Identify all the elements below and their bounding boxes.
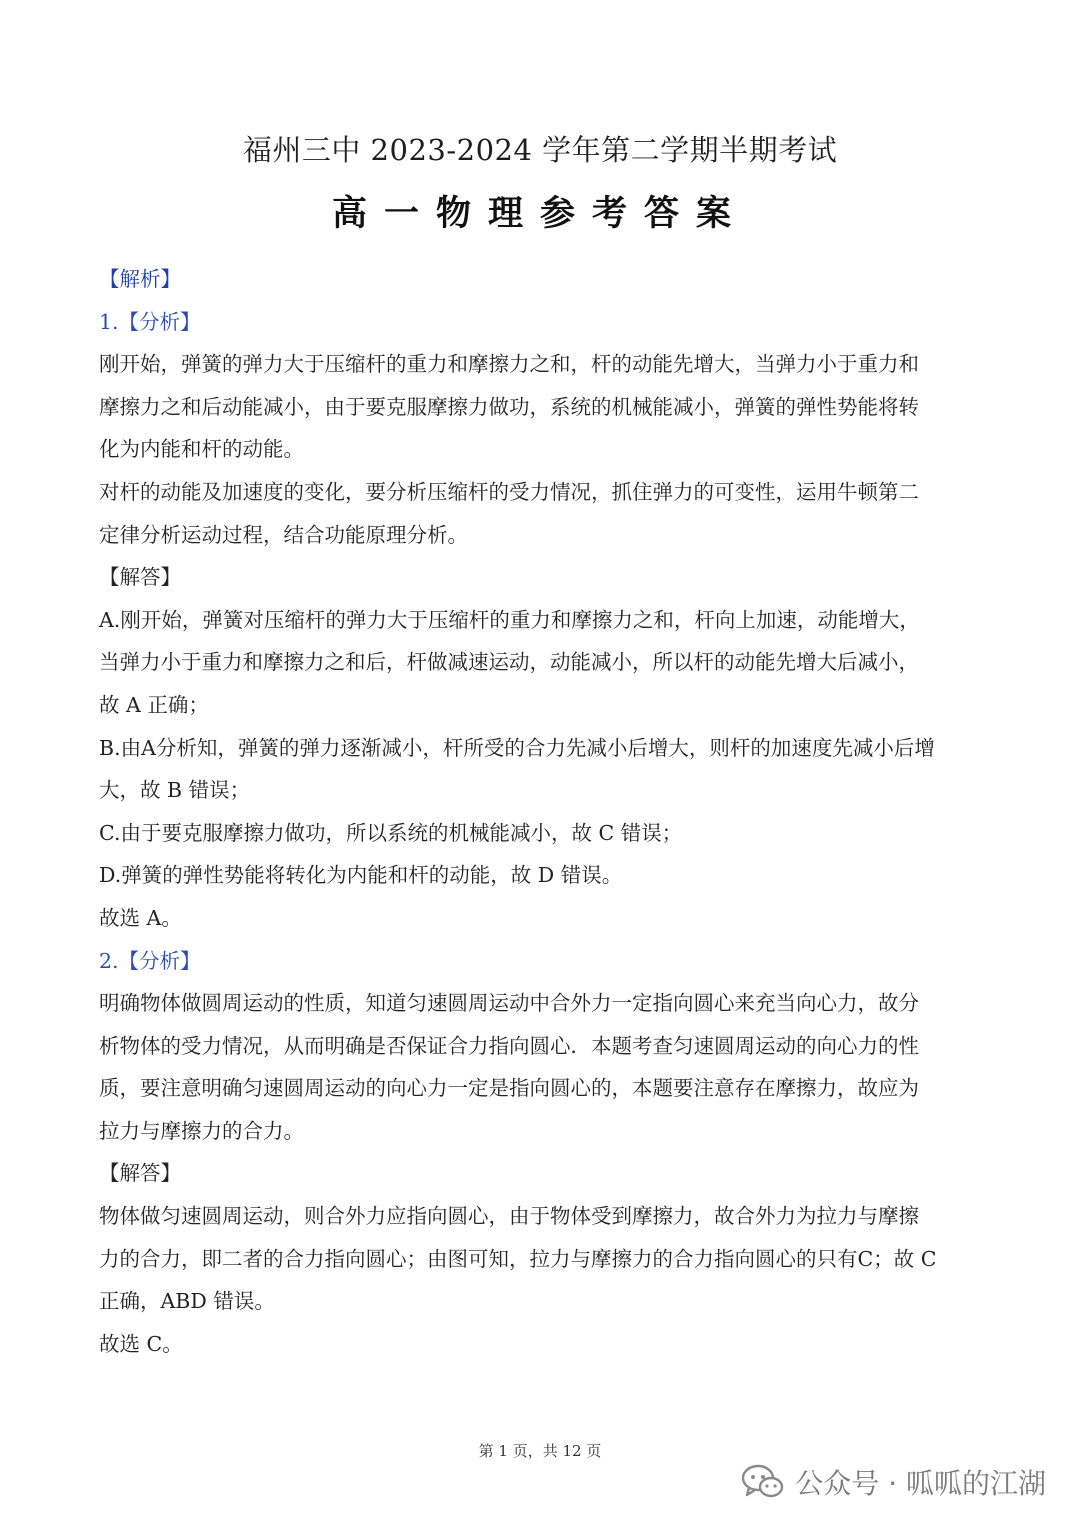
- text-line: 正确，ABD 错误。: [99, 1289, 275, 1314]
- text-line: 质，要注意明确匀速圆周运动的向心力一定是指向圆心的，本题要注意存在摩擦力，故应为: [99, 1076, 919, 1101]
- text-line: 摩擦力之和后动能减小，由于要克服摩擦力做功，系统的机械能减小，弹簧的弹性势能将转: [99, 394, 919, 419]
- text-line: 1.【分析】: [99, 309, 201, 334]
- text-line: 对杆的动能及加速度的变化，要分析压缩杆的受力情况，抓住弹力的可变性，运用牛顿第二: [99, 479, 919, 504]
- text-line: 2.【分析】: [99, 948, 201, 973]
- wechat-icon: [741, 1462, 785, 1502]
- watermark-text: 公众号 · 呱呱的江湖: [795, 1467, 1046, 1500]
- text-line: 力的合力，即二者的合力指向圆心；由图可知，拉力与摩擦力的合力指向圆心的只有C；故 C: [99, 1246, 937, 1271]
- watermark: [741, 1457, 1046, 1507]
- text-line: 故选 A。: [99, 905, 182, 930]
- text-line: A.刚开始，弹簧对压缩杆的弹力大于压缩杆的重力和摩擦力之和，杆向上加速，动能增大，: [99, 607, 920, 632]
- page-title: 高一物理参考答案: [331, 194, 748, 234]
- text-line: 拉力与摩擦力的合力。: [99, 1118, 304, 1143]
- text-line: D.弹簧的弹性势能将转化为内能和杆的动能，故 D 错误。: [99, 863, 623, 888]
- text-line: 【解答】: [99, 565, 181, 590]
- text-line: 【解答】: [99, 1161, 181, 1186]
- text-line: 化为内能和杆的动能。: [99, 437, 304, 462]
- answer-content: [99, 258, 989, 1365]
- section-label: 【解析】: [99, 267, 181, 291]
- text-line: 明确物体做圆周运动的性质，知道匀速圆周运动中合外力一定指向圆心来充当向心力，故分: [99, 991, 919, 1016]
- text-line: 物体做匀速圆周运动，则合外力应指向圆心，由于物体受到摩擦力，故合外力为拉力与摩擦: [99, 1204, 919, 1229]
- text-line: 定律分析运动过程，结合功能原理分析。: [99, 522, 468, 547]
- text-line: B.由A分析知，弹簧的弹力逐渐减小，杆所受的合力先减小后增大，则杆的加速度先减小后增: [99, 735, 935, 760]
- text-line: 当弹力小于重力和摩擦力之和后，杆做减速运动，动能减小，所以杆的动能先增大后减小，: [99, 650, 919, 675]
- text-line: 故 A 正确；: [99, 692, 209, 717]
- text-line: 故选 C。: [99, 1331, 183, 1356]
- text-line: C.由于要克服摩擦力做功，所以系统的机械能减小，故 C 错误；: [99, 820, 683, 845]
- text-line: 析物体的受力情况，从而明确是否保证合力指向圆心．本题考查匀速圆周运动的向心力的性: [99, 1033, 919, 1058]
- text-line: 刚开始，弹簧的弹力大于压缩杆的重力和摩擦力之和，杆的动能先增大，当弹力小于重力和: [99, 352, 919, 377]
- page-footer: 第 1 页，共 12 页: [478, 1442, 602, 1460]
- text-line: 大，故 B 错误；: [99, 778, 251, 803]
- exam-header-title: 福州三中 2023-2024 学年第二学期半期考试: [242, 133, 838, 167]
